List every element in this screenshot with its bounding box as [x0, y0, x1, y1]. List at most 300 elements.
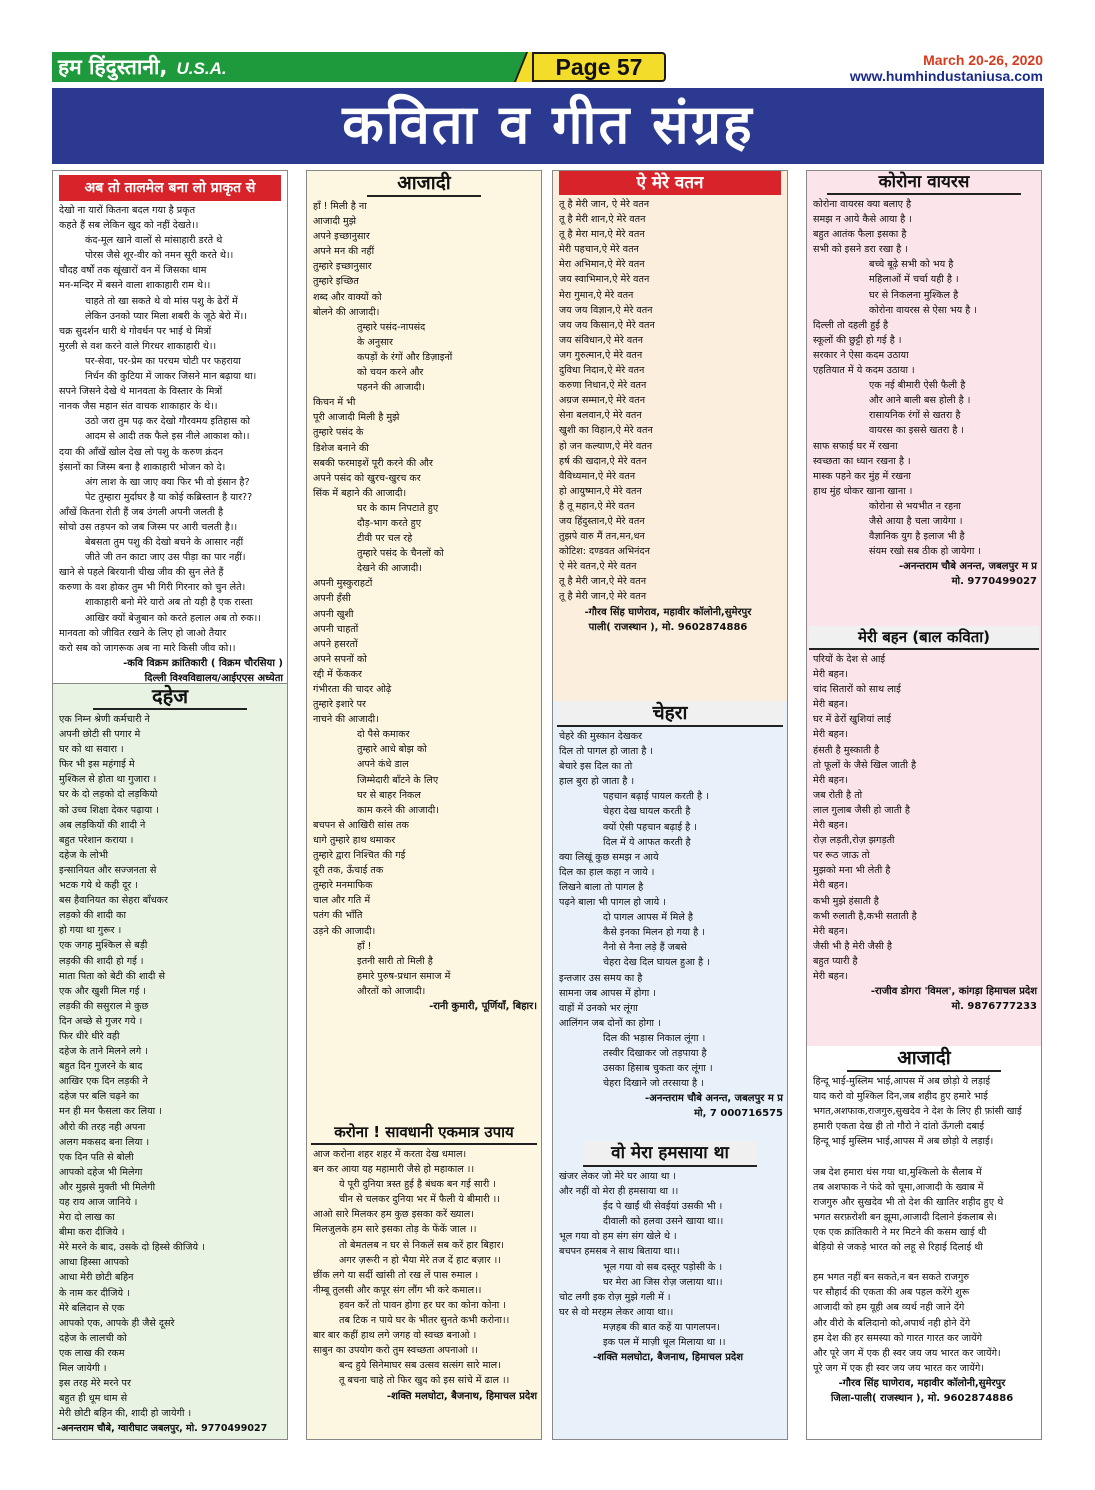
- poem-line: बोलने की आजादी।: [313, 306, 380, 318]
- poem-line: हाँ ! मिली है ना: [313, 201, 367, 212]
- poem-line: भगत सरफ़रोशी बन झूमा,आजादी दिलाने इंकलाब से।: [813, 1211, 998, 1223]
- poem-line: तो बेमतलब न घर से निकलें सब करें हार बिहार।: [339, 1239, 505, 1251]
- poem-line: बस हैवानियत का सेहरा बाँधकर: [59, 895, 168, 907]
- poem-line: बन कर आया यह महामारी जैसे हो महाकाल ।।: [313, 1164, 475, 1176]
- poem-line: माता पिता को बेटी की शादी से: [59, 970, 165, 982]
- poem-line: सिंक में बहाने की आजादी।: [313, 487, 407, 499]
- poem-line: घर के दो लड़को दो लड़कियो: [59, 789, 158, 801]
- poem-line: अलग मकसद बना लिया ।: [59, 1136, 150, 1148]
- poem-title: मेरी बहन (बाल कविता): [809, 626, 1039, 650]
- issue-date: March 20-26, 2020: [923, 52, 1043, 68]
- poem-line: मेरी छोटी बहिन की, शादी हो जायेगी ।: [59, 1408, 192, 1420]
- poem-line: अपनी हँसी: [313, 593, 351, 605]
- poem-line: शाकाहारी बनो मेरे यारो अब तो यही है एक रास्ता: [85, 597, 253, 609]
- poem-title: अब तो तालमेल बना लो प्राकृत से: [59, 175, 281, 201]
- poem-line: समझ न आये कैसे आया है ।: [813, 214, 912, 226]
- poem-line: दुविधा निदान,ऐ मेरे वतन: [559, 365, 645, 377]
- poem-line: मेरी बहन।: [813, 970, 848, 982]
- poem-credit: -अनन्तराम चौबे अनन्त, जबलपुर म प्र: [899, 561, 1037, 573]
- section-banner: कविता व गीत संग्रह: [52, 88, 1044, 164]
- poem-line: अपने मन की नहीं: [313, 246, 375, 258]
- poem-line: [813, 1149, 1037, 1164]
- poem-line: मेरी बहन।: [813, 699, 848, 711]
- poem-line: जैसे आया है चला जायेगा ।: [869, 515, 963, 527]
- poem-line: लाल गुलाब जैसी हो जाती है: [813, 804, 910, 816]
- poem-line: आज करोना शहर शहर में करता देख धमाल।: [313, 1149, 467, 1160]
- poem-line: स्कूलों की छुट्टी हो गई है ।: [813, 334, 902, 346]
- poem-line: वाहों में उनको भर लूंगा: [559, 1002, 638, 1014]
- poem-line: धागे तुम्हारे हाथ थमाकर: [313, 834, 396, 846]
- poem-line: पोरस जैसे शूर-वीर को नमन सूरी करते थे।।: [85, 250, 234, 262]
- poem-line: के नाम कर दीजिये ।: [59, 1287, 130, 1299]
- poem-line: कभी मुझे हंसाती है: [813, 895, 879, 907]
- poem-line: पूरे जग में एक ही स्वर जय जय भारत कर जायेंगे।: [813, 1362, 984, 1374]
- poem-credit: -रानी कुमारी, पूर्णियाँ, बिहार।: [429, 1000, 537, 1012]
- poem-line: कंद-मूल खाने वालों से मांसाहारी डरते थे: [85, 235, 223, 247]
- poem-line: हमारी एकता देख ही तो गौरो ने दांतो ऊँगली दबाई: [813, 1121, 985, 1133]
- poem-line: को उच्च शिक्षा देकर पढ़ाया ।: [59, 804, 159, 816]
- poem-line: जय जय विज्ञान,ऐ मेरे वतन: [559, 304, 653, 316]
- poem-line: मेरा गुमान,ऐ मेरे वतन: [559, 289, 634, 301]
- poem-line: जैसी भी है मेरी जैसी है: [813, 940, 892, 952]
- poem-line: इतनी सारी तो मिली है: [357, 955, 433, 967]
- poem-line: हो आयुष्मान,ऐ मेरे वतन: [559, 485, 642, 497]
- poem-line: फिर धीरे धीरे वही: [59, 1030, 120, 1042]
- page-number: Page 57: [532, 52, 666, 82]
- poem-chehra: [553, 701, 787, 1141]
- poem-title: करोना ! सावधानी एकमात्र उपाय: [311, 1121, 537, 1145]
- poem-line: परियों के देश से आई: [813, 654, 886, 665]
- poem-line: सबकी फरमाइशें पूरी करने की और: [313, 457, 433, 469]
- poem-line: दो पैसे कमाकर: [357, 729, 410, 741]
- poem-line: जय हिंदुस्तान,ऐ मेरे वतन: [559, 515, 645, 527]
- poem-azadi-2: [807, 1046, 1041, 1440]
- poem-line: सोचो उस तड़पन को जब जिस्म पर आरी चलती है।।: [59, 521, 238, 533]
- poem-line: आओ सारे मिलकर हम कुछ इसका करें ख्याल।: [313, 1209, 474, 1221]
- poem-line: स्वच्छता का ध्यान रखना है ।: [813, 455, 911, 467]
- poem-line: इस तरह मेरे मरने पर: [59, 1378, 131, 1390]
- poem-line: कहते हैं सब लेकिन खुद को नहीं देखते।।: [59, 220, 199, 232]
- poem-line: कैसे इनका मिलन हो गया है ।: [603, 927, 705, 939]
- poem-line: मज़हब की बात कहें या पागलपन।: [603, 1321, 720, 1333]
- poem-line: मिल जायेगी ।: [59, 1363, 107, 1375]
- poem-line: तुम्हारे इशारे पर: [313, 699, 366, 711]
- poem-credit: -कवि विक्रम क्रांतिकारी ( विक्रम चौरसिया ): [123, 657, 283, 669]
- poem-line: हमारे पुरुष-प्रधान समाज में: [357, 970, 451, 982]
- poem-line: चेहरा देख दिल घायल हुआ है ।: [603, 957, 710, 969]
- poem-line: तुम्हारे इच्छानुसार: [313, 261, 372, 273]
- poem-line: तब टिक न पाये घर के भीतर सुनते कभी करोना।।: [339, 1315, 510, 1327]
- poem-line: वायरस का इससे खतरा है ।: [869, 425, 965, 437]
- poem-line: जय संविधान,ऐ मेरे वतन: [559, 334, 643, 346]
- poem-line: मानवता को जीवित रखने के लिए हो जाओ तैयार: [59, 627, 227, 639]
- poem-line: कोरोना वायरस क्या बलाए है: [813, 199, 912, 210]
- poem-line: दो पागल आपस में मिले है: [603, 912, 693, 924]
- poem-line: घर से निकलना मुश्किल है: [869, 289, 959, 301]
- poem-line: है तू महान,ऐ मेरे वतन: [559, 500, 635, 512]
- poem-line: छींक लगे या सर्दी खांसी तो रख लें पास रुमाल ।: [313, 1269, 479, 1281]
- poem-line: मुझको मना भी लेती है: [813, 865, 891, 877]
- poem-line: आदम से आदी तक फैले इस नीले आकाश को।।: [85, 431, 250, 443]
- poem-line: नीम्बू तुलसी और कपूर संग लौंग भी करे कमाल।।: [313, 1284, 482, 1296]
- poem-line: तू है मेरी शान,ऐ मेरे वतन: [559, 214, 646, 226]
- poem-line: मेरे मरने के बाद, उसके दो हिस्से कीजिये ।: [59, 1242, 205, 1254]
- poem-line: चौदह वर्षों तक खूंखारों वन में जिसका धाम: [59, 265, 207, 277]
- poem-lines: [53, 201, 287, 656]
- poem-line: घर मेरा आ जिस रोज़ जलाया था।।: [603, 1276, 723, 1288]
- poem-line: अपने पसंद को खुरच-खुरच कर: [313, 472, 421, 484]
- poem-line: आपको एक, आपके ही जैसे दूसरे: [59, 1317, 175, 1329]
- poem-line: अगर ज़रूरी न हो भैया मेरे तज दें हाट बज़ार ।।: [339, 1254, 501, 1266]
- poem-line: करुणा निधान,ऐ मेरे वतन: [559, 380, 647, 392]
- poem-lines: [553, 195, 787, 605]
- poem-line: दीवाली को हलवा उसने खाया था।।: [603, 1216, 724, 1228]
- poem-line: आलिंगन जब दोनों का होगा ।: [559, 1017, 661, 1029]
- poem-line: अपने सपनों को: [313, 653, 367, 665]
- poem-credit: -शक्ति मलघोटा, बैजनाथ, हिमाचल प्रदेश: [386, 1390, 537, 1402]
- poem-line: कोरोना से भयभीत न रहना: [869, 500, 961, 512]
- poem-line: तू है मेरी जान, ऐ मेरे वतन: [559, 199, 650, 210]
- poem-title: दहेज: [93, 684, 247, 710]
- poem-line: गंभीरता की चादर ओढ़े: [313, 684, 392, 695]
- poem-line: आखिर एक दिन लड़की ने: [59, 1076, 148, 1088]
- poem-line: भूल गया वो हम संग संग खेले थे ।: [559, 1231, 677, 1243]
- poem-line: को चयन करने और: [357, 367, 424, 379]
- poem-line: एक निम्न श्रेणी कर्मचारी ने: [59, 714, 150, 725]
- poem-line: बहुत प्यारी है: [813, 955, 858, 967]
- poem-corona-savdhani: [307, 1121, 541, 1440]
- poem-line: हवन करें तो पावन होगा हर घर का कोना कोना ।: [339, 1299, 506, 1311]
- poem-line: जीते जी तन काटा जाए उस पीड़ा का पार नहीं।: [85, 552, 246, 564]
- masthead-bar: [52, 52, 532, 82]
- poem-line: पर रूठ जाऊ तो: [813, 850, 870, 862]
- poem-line: दिल में ये आफत करती है: [603, 836, 691, 848]
- poem-line: लेकिन उनको प्यार मिला शबरी के जूठे बेरो में।।: [85, 310, 247, 322]
- poem-line: और वीरो के बलिदानो को,अपार्थ नही होने देंगे: [813, 1317, 971, 1329]
- poem-line: घर के काम निपटाते हुए: [357, 502, 439, 514]
- poem-line: घर से वो मरहम लेकर आया था।।: [559, 1306, 674, 1318]
- poem-line: सामना जब आपस में होगा ।: [559, 987, 656, 999]
- poem-line: सभी को इसने डरा रखा है ।: [813, 244, 908, 256]
- poem-line: निर्धन की कुटिया में जाकर जिसने मान बढ़ाया था।: [85, 371, 257, 383]
- poem-line: नैनो से नैना लड़े हैं जबसे: [603, 942, 687, 954]
- poem-line: जब देश हमारा धंस गया था,मुश्किलो के सैलाब में: [813, 1166, 982, 1178]
- poem-line: मेरा अभिमान,ऐ मेरे वतन: [559, 259, 645, 271]
- poem-line: पूरी आजादी मिली है मुझे: [313, 412, 400, 424]
- poem-line: देखने की आजादी।: [357, 563, 422, 575]
- poem-line: मेरे बलिदान से एक: [59, 1302, 125, 1314]
- poem-line: और आने बाली बस होली है ।: [869, 395, 971, 407]
- poem-title: वो मेरा हमसाया था: [583, 1141, 757, 1167]
- poem-line: एक नई बीमारी ऐसी फैली है: [869, 380, 966, 392]
- poem-line: आधा हिस्सा आपको: [59, 1257, 129, 1269]
- poem-line: पतंग की भाँति: [313, 910, 363, 922]
- poem-line: डिशेज बनाने की: [313, 442, 369, 454]
- poem-corona-virus: [807, 171, 1041, 621]
- poem-line: तस्वीर दिखाकर जो तड़पाया है: [603, 1047, 707, 1059]
- poem-line: सेना बलवान,ऐ मेरे वतन: [559, 410, 642, 422]
- poem-line: देखो ना यारों कितना बदल गया है प्रकृत: [59, 205, 196, 216]
- poem-credit: -अनन्तराम चौबे अनन्त, जबलपुर म प्र: [645, 1093, 783, 1105]
- poem-line: याद करो वो मुश्किल दिन,जब शहीद हुए हमारे भाई: [813, 1091, 988, 1103]
- poem-line: हम देश की हर समस्या को गारत गारत कर जायेंगे: [813, 1332, 983, 1344]
- poem-line: पहनने की आजादी।: [357, 382, 425, 394]
- poem-line: पहचान बढ़ाई पायल करती है ।: [603, 791, 709, 803]
- poem-line: तुम्हारे पसंद के चैनलों को: [357, 548, 444, 560]
- poem-line: तुम्हारे पसंद-नापसंद: [357, 321, 426, 333]
- poem-title: ऐ मेरे वतन: [559, 171, 781, 195]
- poem-lines: [807, 650, 1041, 984]
- poem-line: दहेज के लोभी: [59, 849, 108, 861]
- poem-line: घर से बाहर निकल: [357, 789, 421, 801]
- poem-line: दौड़-भाग करते हुए: [357, 517, 422, 529]
- poem-line: मेरी बहन।: [813, 729, 848, 741]
- poem-line: ईद पे खाईं थी सेवईयां उसकी भी ।: [603, 1201, 723, 1213]
- poem-title: कोरोना वायरस: [827, 171, 1021, 195]
- poem-line: भगत,अशफाक,राजगुरु,सुखदेव ने देश के लिए ही फ़ांसी खाई: [813, 1106, 1022, 1118]
- poem-line: मिलजुलके हम सारे इसका तोड़ के फेंकें जाल ।।: [313, 1224, 477, 1236]
- poem-line: एक जगह मुश्किल से बड़ी: [59, 940, 148, 952]
- poem-line: मन ही मन फैसला कर लिया ।: [59, 1106, 162, 1118]
- poem-line: बार बार कहीं हाथ लगे जगह वो स्वच्छ बनाओ ।: [313, 1330, 477, 1342]
- poem-line: चांद सितारों को साथ लाई: [813, 684, 901, 696]
- poem-line: कभी रुलाती है,कभी सताती है: [813, 910, 917, 922]
- poem-line: हिन्दू भाई-मुस्लिम भाई,आपस में अब छोड़ो ये लड़ाई: [813, 1076, 991, 1087]
- poem-line: बहुत ही धूम धाम से: [59, 1393, 128, 1405]
- poem-line: लड़की की शादी हो गई ।: [59, 955, 144, 967]
- poem-line: कपड़ों के रंगों और डिज़ाइनों: [357, 351, 453, 363]
- poem-line: लड़को की शादी का: [59, 910, 126, 922]
- poem-line: के अनुसार: [357, 336, 393, 348]
- poem-line: जिम्मेदारी बाँटने के लिए: [357, 774, 439, 786]
- poem-line: हाँ !: [357, 940, 372, 952]
- poem-line: कोटिश: दण्डवत अभिनंदन: [559, 546, 650, 558]
- poem-line: अपनी चाहतों: [313, 623, 359, 635]
- poem-line: चाहते तो खा सकते थे वो मांस पशु के ढेरों में: [85, 295, 238, 307]
- poem-line: आजादी मुझे: [313, 216, 357, 228]
- poem-line: और मुझसे मुक्ती भी मिलेगी: [59, 1181, 156, 1193]
- poem-line: बच्चे बूढ़े सभी को भय है: [869, 259, 954, 271]
- poem-behan: [807, 626, 1041, 1046]
- poem-title: आजादी: [367, 171, 481, 197]
- poem-line: दिन अच्छे से गुजर गये ।: [59, 1015, 143, 1027]
- poem-credit: -गौरव सिंह घाणेराव, महावीर कॉलोनी,सुमेरपुर: [838, 1377, 1006, 1389]
- poem-credit-affiliation: दिल्ली विश्वविद्यालय/आईएएस अध्येता: [144, 672, 283, 683]
- poem-line: दिल्ली तो दहली हुई है: [813, 319, 889, 331]
- poem-line: अंग लाश के खा जाए क्या फिर भी वो इंसान है?: [85, 476, 250, 488]
- poem-line: रासायनिक रंगों से खतरा है: [869, 410, 961, 422]
- poem-line: क्या लिखूं कुछ समझ न आये: [559, 851, 659, 863]
- poem-credit-contact: मो, 7 000716575: [694, 1108, 783, 1120]
- publication-name: हम हिंदुस्तानी,: [58, 55, 168, 79]
- poem-line: करुणा के वश होकर तुम भी गिरी गिरनार को चुन लेते।: [59, 582, 246, 594]
- poem-line: बन्द हुये सिनेमाघर सब उत्सव सत्संग सारे माल।: [339, 1360, 501, 1372]
- poem-credit: -गौरव सिंह घाणेराव, महावीर कॉलोनी,सुमेरपुर: [584, 606, 752, 618]
- poem-line: घर को था सवारा ।: [59, 744, 124, 756]
- poem-line: और नहीं वो मेरा ही हमसाया था ।।: [559, 1186, 679, 1198]
- poem-line: दहेज पर बलि चढ़ने का: [59, 1091, 140, 1103]
- poem-credit-contact: पाली( राजस्थान ), मो. 9602874886: [588, 621, 748, 633]
- poem-line: बेड़ियो से जकड़े भारत को लहू से रिहाई दिलाई थी: [813, 1242, 983, 1254]
- poem-line: घर में ढेरों खुशियां लाई: [813, 714, 891, 726]
- poem-credit: -अनन्तराम चौबे, ग्वारीघाट जबलपुर, मो. 9770499027: [57, 1423, 268, 1435]
- poem-line: मेरा दो लाख का: [59, 1212, 115, 1224]
- poem-line: यह राय आज जानिये ।: [59, 1197, 138, 1208]
- poem-line: वैविध्यमान,ऐ मेरे वतन: [559, 470, 636, 482]
- poem-line: मेरी बहन।: [813, 880, 848, 892]
- poem-line: आजादी को हम यूही अब व्यर्थ नही जाने देंगे: [813, 1302, 965, 1314]
- poem-line: आखिर क्यों बेजुबान को करते हलाल अब तो रुक।।: [85, 612, 261, 624]
- poem-lines: [553, 1167, 787, 1350]
- poem-azadi-1: [307, 171, 541, 1121]
- poem-line: रद्दी में फेंककर: [313, 668, 362, 680]
- website-link[interactable]: www.humhindustaniusa.com: [849, 68, 1043, 84]
- poem-dahej: [53, 683, 287, 1440]
- poem-line: हिन्दू भाई मुस्लिम भाई,आपस में अब छोड़ो ये लड़ाई।: [813, 1136, 994, 1148]
- poem-line: मुरली से वश करने वाले गिरधर शाकाहारी थे।।: [59, 340, 217, 352]
- poem-line: मुश्किल से होता था गुजारा ।: [59, 774, 157, 786]
- poem-line: इन्सानियत और सज्जनता से: [59, 864, 157, 876]
- poem-line: तू है मेरी जान,ऐ मेरे वतन: [559, 576, 647, 588]
- poem-line: मेरी बहन।: [813, 925, 848, 937]
- poem-line: दहेज के ताने मिलने लगे ।: [59, 1046, 148, 1058]
- poem-line: तुझपे वारु मैं तन,मन,धन: [559, 531, 645, 543]
- poem-line: जग गुरुत्मान,ऐ मेरे वतन: [559, 349, 643, 361]
- poem-line: इन्तजार उस समय का है: [559, 972, 643, 984]
- poem-line: हाल बुरा हो जाता है ।: [559, 776, 635, 788]
- poem-credit: -शक्ति मलघोटा, बैजनाथ, हिमाचल प्रदेश: [592, 1352, 744, 1364]
- poem-line: करो सब को जागरूक अब ना मारे किसी जीव को।।: [59, 642, 236, 654]
- poem-line: बीमा करा दीजिये ।: [59, 1227, 125, 1239]
- poem-line: हर्ष की खदान,ऐ मेरे वतन: [559, 455, 647, 467]
- poem-line: तुम्हारे पसंद के: [313, 427, 364, 439]
- poem-line: बेबसता तुम पशु की देखो बचने के आसार नहीं: [85, 537, 244, 549]
- poem-title: आजादी: [847, 1046, 1001, 1072]
- poem-line: [813, 1255, 1037, 1270]
- poem-line: जय स्वाभिमान,ऐ मेरे वतन: [559, 274, 650, 286]
- poem-line: एक लाख की रकम: [59, 1347, 125, 1359]
- poem-line: खुशी का विहान,ऐ मेरे वतन: [559, 425, 653, 437]
- poem-line: किचन में भी: [313, 397, 356, 409]
- poem-line: बहुत दिन गुजरने के बाद: [59, 1061, 143, 1073]
- poem-line: एक दिन पति से बोली: [59, 1151, 134, 1163]
- poem-line: मेरी बहन।: [813, 820, 848, 832]
- poem-line: हम भगत नहीं बन सकते,न बन सकते राजगुरु: [813, 1272, 969, 1284]
- poem-line: चेहरे की मुस्कान देखकर: [559, 731, 642, 742]
- poem-line: इंसानों का जिस्म बना है शाकाहारी भोजन को दे।: [59, 461, 226, 473]
- poem-lines: [53, 710, 287, 1421]
- poem-title: चेहरा: [557, 701, 783, 727]
- column-2: [306, 170, 542, 1440]
- publication-region: U.S.A.: [176, 59, 227, 78]
- poem-line: चाल और गति में: [313, 895, 371, 907]
- poem-line: और पूरे जग में एक ही स्वर जय जय भारत कर जायेंगे।: [813, 1347, 1001, 1359]
- poem-line: चीन से चलकर दुनिया भर में फैली ये बीमारी ।।: [339, 1194, 500, 1206]
- poem-line: राजगुरु और सुखदेव भी तो देश की खातिर शहीद हुए थे: [813, 1196, 1004, 1208]
- poem-line: जय जय किसान,ऐ मेरे वतन: [559, 319, 655, 331]
- poem-line: बहुत आतंक फैला इसका है: [813, 229, 907, 241]
- poem-lines: [307, 1145, 541, 1389]
- poem-line: भूल गया वो सब दस्तूर पड़ोसी के ।: [603, 1261, 723, 1273]
- poem-line: चेहरा दिखाने जो तरसाया है ।: [603, 1078, 704, 1090]
- poem-line: तुम्हारे इच्छित: [313, 276, 359, 288]
- poem-line: क्यों ऐसी पहचान बढ़ाई है ।: [603, 821, 697, 833]
- poem-line: हंसती है मुस्काती है: [813, 744, 880, 756]
- poem-line: साबुन का उपयोग करो तुम स्वच्छता अपनाओ ।।: [313, 1345, 479, 1357]
- poem-line: आपको दहेज भी मिलेगा: [59, 1166, 143, 1178]
- poem-line: तुम्हारे मनमाफिक: [313, 880, 373, 892]
- poem-line: संयम रखो सब ठीक हो जायेगा ।: [869, 546, 981, 558]
- poem-watan: [553, 171, 787, 701]
- poem-line: अपनी मुस्कुराहटों: [313, 578, 373, 590]
- poem-credit: -राजीव डोगरा 'विमल', कांगड़ा हिमाचल प्रदेश: [870, 986, 1037, 998]
- poem-line: इक पल में माज़ी धूल मिलाया था ।।: [603, 1337, 726, 1349]
- poem-talmel: [53, 171, 287, 683]
- poem-line: नाचने की आजादी।: [313, 714, 379, 726]
- poem-line: पर-सेवा, पर-प्रेम का परचम चोटी पर फहराया: [85, 355, 241, 367]
- poem-line: औरतों को आजादी।: [357, 985, 426, 997]
- poem-line: चेहरा देख घायल करती है: [603, 806, 691, 818]
- poem-line: बचपन हमसब ने साथ बिताया था।।: [559, 1246, 680, 1258]
- poem-line: कोरोना वायरस से ऐसा भय है ।: [869, 304, 977, 316]
- poem-line: दूरी तक, ऊँचाई तक: [313, 865, 384, 877]
- poem-lines: [553, 727, 787, 1091]
- poem-line: आँखें कितना रोती हैं जब उंगली अपनी जलती है: [59, 506, 224, 518]
- poem-line: फिर भी इस महंगाई मे: [59, 759, 135, 771]
- poem-credit-contact: मो. 9876777233: [951, 1001, 1037, 1013]
- poem-line: तू है मेरा मान,ऐ मेरे वतन: [559, 229, 645, 241]
- poem-line: दिल तो पागल हो जाता है ।: [559, 746, 654, 758]
- poem-hamsaya: [553, 1141, 787, 1440]
- column-4: [806, 170, 1042, 1440]
- poem-line: पढ़ने बाला भी पागल हो जाये ।: [559, 897, 666, 909]
- poem-line: तुम्हारे द्वारा निश्चित की गई: [313, 850, 406, 862]
- poem-line: औरो की तरह नही अपना: [59, 1121, 146, 1133]
- poem-line: दिल का हाल कहा न जाये ।: [559, 866, 655, 878]
- poem-line: मेरी बहन।: [813, 669, 848, 681]
- poem-line: दया की आँखें खोल देख लो पशु के करुण क्रंदन: [59, 446, 224, 458]
- poem-line: लड़की की ससुराल मे कुछ: [59, 1000, 149, 1012]
- poem-line: हो जन कल्याण,ऐ मेरे वतन: [559, 440, 653, 452]
- poem-line: तू बचना चाहे तो फिर खुद को इस सांचे में ढाल ।।: [339, 1375, 510, 1387]
- poem-line: उसका हिसाब चुकता कर लूंगा ।: [603, 1063, 713, 1075]
- poem-line: दिल की भड़ास निकाल लूंगा ।: [603, 1032, 706, 1044]
- poem-line: हो गया था गुरूर ।: [59, 925, 122, 937]
- poem-line: लिखने बाला तो पागल है: [559, 881, 644, 893]
- poem-line: अब लड़कियों की शादी ने: [59, 819, 146, 831]
- poem-line: अपनी छोटी सी पगार मे: [59, 729, 141, 741]
- poem-line: बचपन से आखिरी सांस तक: [313, 819, 409, 831]
- poem-line: जब रोती है तो: [813, 789, 863, 801]
- poem-line: चोट लगी इक रोज़ मुझे गली में ।: [559, 1291, 671, 1303]
- poem-line: बेचारे इस दिल का तो: [559, 761, 633, 773]
- poem-line: काम करने की आजादी।: [357, 804, 439, 816]
- poem-line: एक और खुशी मिल गई ।: [59, 985, 146, 997]
- poem-credit-contact: मो. 9770499027: [951, 576, 1037, 588]
- poem-line: आधा मेरी छोटी बहिन: [59, 1272, 134, 1284]
- poem-line: पर सौहार्द की एकता की अब पहल करेंगे शुरू: [813, 1287, 970, 1299]
- poem-line: वैज्ञानिक युग है इलाज भी है: [869, 531, 965, 543]
- poem-line: मास्क पहने कर मुंह में रखना: [813, 470, 911, 482]
- poem-line: साफ सफाई घर में रखना: [813, 440, 898, 452]
- poem-line: एक एक क्रांतिकारी ने मर मिटने की कसम खाई थी: [813, 1226, 987, 1238]
- poem-line: मेरी बहन।: [813, 774, 848, 786]
- poem-line: उड़ने की आजादी।: [313, 925, 376, 937]
- poem-lines: [807, 195, 1041, 559]
- poem-line: शब्द और वाक्यों को: [313, 291, 382, 303]
- poem-line: तब अशफाक ने फंदे को चूमा,आजादी के ख्वाब में: [813, 1181, 984, 1193]
- poem-line: मन-मन्दिर में बसने वाला शाकाहारी राम थे।।: [59, 280, 211, 292]
